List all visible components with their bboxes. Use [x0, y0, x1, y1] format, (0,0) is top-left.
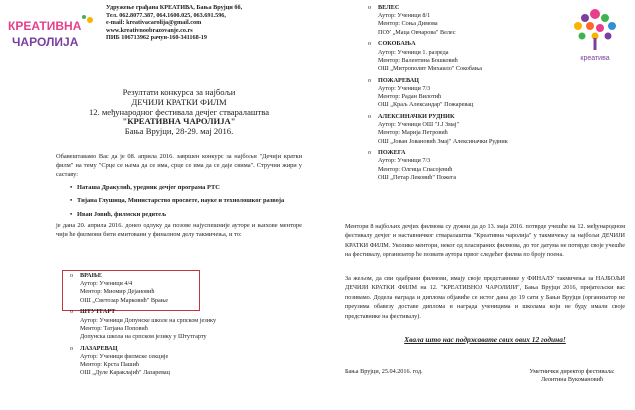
header-line: e-mail: kreativacarolija@gmail.com	[106, 19, 202, 27]
header-line: Тел. 062.8077.387, 064.1600.025, 063.691.596,	[106, 11, 226, 19]
signature-block	[512, 368, 632, 384]
entry-line: Ментор: Радан Вилотић	[378, 93, 442, 101]
finalist-entry	[70, 272, 310, 305]
finalists-list-right	[368, 4, 618, 186]
entry-city: o СОКОБАЊА	[378, 40, 416, 48]
organization-header	[106, 4, 286, 42]
entry-line: Аутор: Ученици 8/1	[378, 12, 431, 20]
entry-line: Ментор: Марија Петровић	[378, 129, 448, 137]
title-line: "КРЕАТИВНА ЧАРОЛИЈА"	[122, 116, 236, 127]
entry-line: ОШ „Дуле Караклајић" Лазаревац	[80, 369, 170, 377]
jury-list	[70, 181, 310, 221]
entry-line: Аутор: Ученици 1. разреда	[378, 48, 449, 56]
finalists-list-left	[70, 272, 310, 381]
entry-city: o ПОЖАРЕВАЦ	[378, 76, 419, 84]
title-line: 12. међународног фестивала дечјег стваралаштва	[88, 106, 270, 117]
header-line: www.kreativnoobrazovanje.co.rs	[106, 26, 193, 34]
entry-city: o ВЕЛЕС	[378, 4, 400, 11]
thanks-line: Хвала што нас подржавате свих ових 12 година!	[404, 335, 566, 344]
header-line: Удружење грађана КРЕАТИВА, Бања Врујци бб,	[106, 4, 243, 11]
mentors-note: Ментори 8 најбољих дечјих филмова су дужни да до 13. маја 2016. потврде учешће на 12. међународном фестивалу дечјег и наставничког стваралаштва "Креативна чаролија" у такмичењу за најбољи ДЕЧИЈИ КРАТКИ ФИЛМ. Уколико ментори, неког од пласираних филмова, до тог датума не потврде своје учешће на фестивалу, организатор ће позвати аутора првог следећег филма по броју поена.	[345, 223, 625, 259]
jury-member: • Иван Јовић, филмски редитељ	[70, 210, 167, 218]
entry-line: Ментор: Миомир Дејановић	[80, 288, 155, 296]
finalist-entry	[70, 345, 310, 378]
highlight-box	[62, 270, 200, 311]
title-line: ДЕЧИЈИ КРАТКИ ФИЛМ	[131, 96, 227, 107]
entry-line: ОШ „Митрополит Михаило" Сокобања	[378, 64, 483, 72]
entry-line: Допунска школа на српском језику у Штутгарту	[80, 332, 207, 340]
finalist-entry	[368, 149, 618, 182]
entry-line: ОШ „Светозар Марковић" Врање	[80, 296, 169, 304]
logo-graphic	[6, 14, 96, 54]
entry-city: o ЛАЗАРЕВАЦ	[80, 344, 118, 352]
entry-line: Аутор: Ученици 7/3	[378, 84, 431, 92]
title-line: Резултати конкурса за најбољи	[122, 87, 236, 97]
svg-text:КРЕАТИВНА: КРЕАТИВНА	[8, 19, 82, 33]
jury-member: • Тијана Глушица, Министарство просвете, науке и технолошког развоја	[70, 197, 285, 205]
entry-line: Ментор: Олгица Спасојевић	[378, 165, 453, 173]
entry-line: Аутор: Ученици Допунске школе на српском језику	[80, 316, 217, 324]
intro-paragraph: Обавештавамо Вас да је 08. априла 2016. завршен конкурс за најбољи "Дечији кратки филм" на тему "Срце се њема да се има, срце се има да се даје свима". Стручни жири у саставу:	[56, 153, 302, 179]
entry-line: ОШ „Јован Јовановић Змај" Алексиначки Рудник	[378, 137, 508, 145]
finalist-entry	[368, 40, 618, 73]
entry-city: o АЛЕКСИНАЧКИ РУДНИК	[378, 112, 455, 120]
entry-line: Аутор: Ученици филмске секције	[80, 352, 169, 360]
entry-line: ПОУ „Маца Овчарова" Велес	[378, 28, 456, 36]
entry-line: Аутор: Ученици 7/3	[378, 157, 431, 165]
final-note: За жељом, да сви одабрани филмови, имају своје представнике у ФИНАЛУ такмичења за НАЈБОЉИ ДЕЧИЈИ КРАТКИ ФИЛМ на 12. "КРЕАТИВНОЈ ЧАРОЛИЈИ", Бања Врујци 2016, пријатељски вас позивамо. Додела награда и диплома објавиће се истог дана до 19 сати у Бањи Врујци (организатор не преузима обавезу доставе диплома и награда ученицима и школама који не буду имали своје представнике на фестивалу).	[345, 275, 625, 320]
entry-line: Ментор: Татјана Поповић	[80, 324, 148, 332]
decision-paragraph: је дана 20. априла 2016. донео одлуку да позове најуспешније ауторе и њихове менторе чији ће филмови бити емитовани у финалном делу такмичења, и то:	[56, 222, 302, 239]
entry-line: Аутор: Ученици ОШ "Ј.Ј Змај"	[378, 121, 460, 129]
logo-right-caption: креатива	[580, 55, 610, 62]
entry-line: ОШ „Петар Лековић" Пожега	[378, 173, 457, 181]
entry-city: o ВРАЊЕ	[80, 272, 102, 279]
finalist-entry	[368, 113, 618, 146]
entry-line: Ментор: Соња Димова	[378, 20, 438, 28]
place-date: Бања Врујци, 25.04.2016. год.	[345, 368, 423, 375]
entry-line: Ментор: Валентина Бошковић	[378, 56, 458, 64]
signer-title: Уметнички директор фестивала:	[529, 368, 615, 375]
header-line: ПИБ 106713962 рачун-160-341168-19	[106, 34, 207, 42]
finalist-entry	[70, 308, 310, 341]
entry-line: Аутор: Ученици 4/4	[80, 280, 133, 288]
title-line: Бања Врујци, 28-29. мај 2016.	[124, 126, 234, 137]
jury-member: • Наташа Дракулић, уредник дечјег програма РТС	[70, 184, 220, 191]
entry-line: Ментор: Крста Пашић	[80, 361, 139, 369]
entry-line: ОШ „Краљ Александар" Пожаревац	[378, 101, 474, 109]
svg-text:ЧАРОЛИЈА: ЧАРОЛИЈА	[12, 35, 79, 49]
signer-name: Леонтина Вукомановић	[540, 376, 604, 383]
finalist-entry	[368, 4, 618, 37]
finalist-entry	[368, 77, 618, 110]
kreativna-carolija-logo	[6, 14, 96, 54]
document-title	[60, 88, 298, 137]
entry-city: o ШТУТГАРТ	[80, 308, 116, 316]
entry-city: o ПОЖЕГА	[378, 149, 406, 157]
